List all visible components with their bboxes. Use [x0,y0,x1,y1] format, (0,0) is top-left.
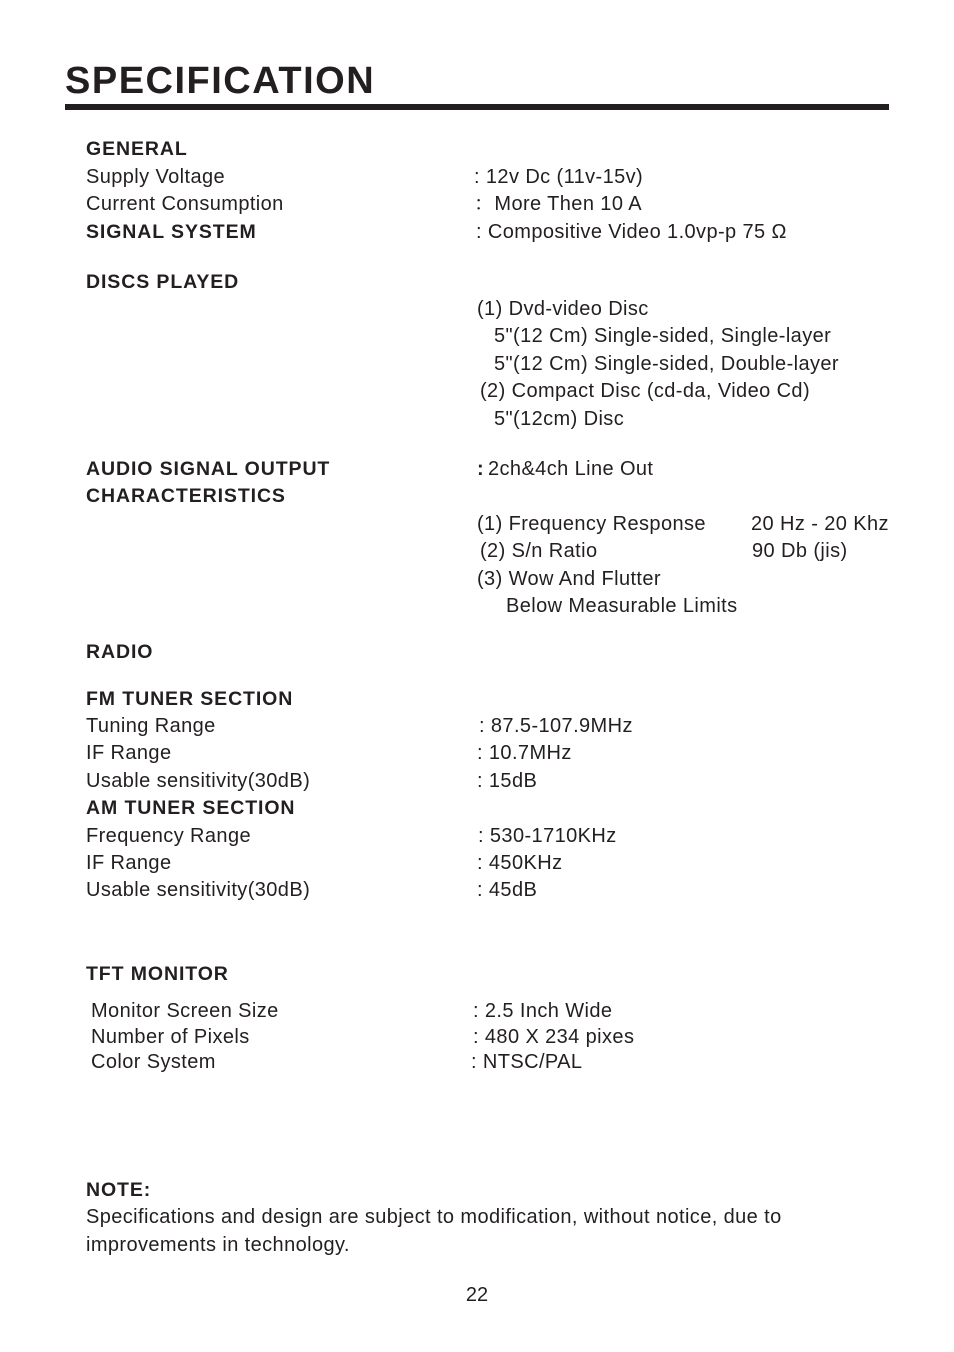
audio-characteristics-heading: CHARACTERISTICS [86,485,286,507]
audio-output-heading: AUDIO SIGNAL OUTPUT [86,458,331,480]
am-sensitivity-value: : 45dB [477,879,538,901]
discs-played-heading: DISCS PLAYED [86,271,240,293]
fm-sensitivity-label: Usable sensitivity(30dB) [86,770,311,792]
supply-voltage-value: : 12v Dc (11v-15v) [474,166,644,188]
audio-output-colon: : [477,458,485,480]
screen-size-label: Monitor Screen Size [91,1000,279,1022]
current-consumption-label: Current Consumption [86,193,284,215]
tft-monitor-heading: TFT MONITOR [86,963,229,985]
disc-line: 5"(12 Cm) Single-sided, Double-layer [494,353,839,375]
title-rule [65,104,889,110]
sn-ratio-label: (2) S/n Ratio [480,540,598,562]
current-consumption-value: ：More Then 10 A [474,193,642,215]
audio-output-value: 2ch&4ch Line Out [488,458,654,480]
wow-flutter-label: (3) Wow And Flutter [477,568,661,590]
disc-line: (1) Dvd-video Disc [477,298,649,320]
radio-heading: RADIO [86,641,154,663]
fm-tuning-range-label: Tuning Range [86,715,216,737]
sn-ratio-value: 90 Db (jis) [752,540,848,562]
pixels-value: : 480 X 234 pixes [473,1026,635,1048]
wow-flutter-value: Below Measurable Limits [506,595,738,617]
fm-sensitivity-value: : 15dB [477,770,538,792]
fm-tuner-heading: FM TUNER SECTION [86,688,294,710]
fm-if-range-value: : 10.7MHz [477,742,572,764]
am-tuner-heading: AM TUNER SECTION [86,797,296,819]
am-if-range-value: : 450KHz [477,852,563,874]
disc-line: 5"(12 Cm) Single-sided, Single-layer [494,325,832,347]
am-frequency-range-label: Frequency Range [86,825,251,847]
frequency-response-value: 20 Hz - 20 Khz [751,513,889,535]
fm-tuning-range-value: : 87.5-107.9MHz [479,715,633,737]
supply-voltage-label: Supply Voltage [86,166,226,188]
am-sensitivity-label: Usable sensitivity(30dB) [86,879,311,901]
frequency-response-label: (1) Frequency Response [477,513,706,535]
am-frequency-range-value: : 530-1710KHz [478,825,617,847]
page-number: 22 [465,1284,489,1306]
screen-size-value: : 2.5 Inch Wide [473,1000,613,1022]
note-heading: NOTE: [86,1179,152,1201]
note-text: Specifications and design are subject to modification, without notice, due to improvements in technology. [86,1206,782,1256]
color-system-value: : NTSC/PAL [471,1051,583,1073]
disc-line: (2) Compact Disc (cd-da, Video Cd) [480,380,811,402]
page-title: SPECIFICATION [65,60,376,102]
signal-system-value: : Compositive Video 1.0vp-p 75 Ω [476,221,787,243]
signal-system-heading: SIGNAL SYSTEM [86,221,257,243]
color-system-label: Color System [91,1051,216,1073]
pixels-label: Number of Pixels [91,1026,250,1048]
am-if-range-label: IF Range [86,852,172,874]
disc-line: 5"(12cm) Disc [494,408,625,430]
general-heading: GENERAL [86,138,188,160]
fm-if-range-label: IF Range [86,742,172,764]
